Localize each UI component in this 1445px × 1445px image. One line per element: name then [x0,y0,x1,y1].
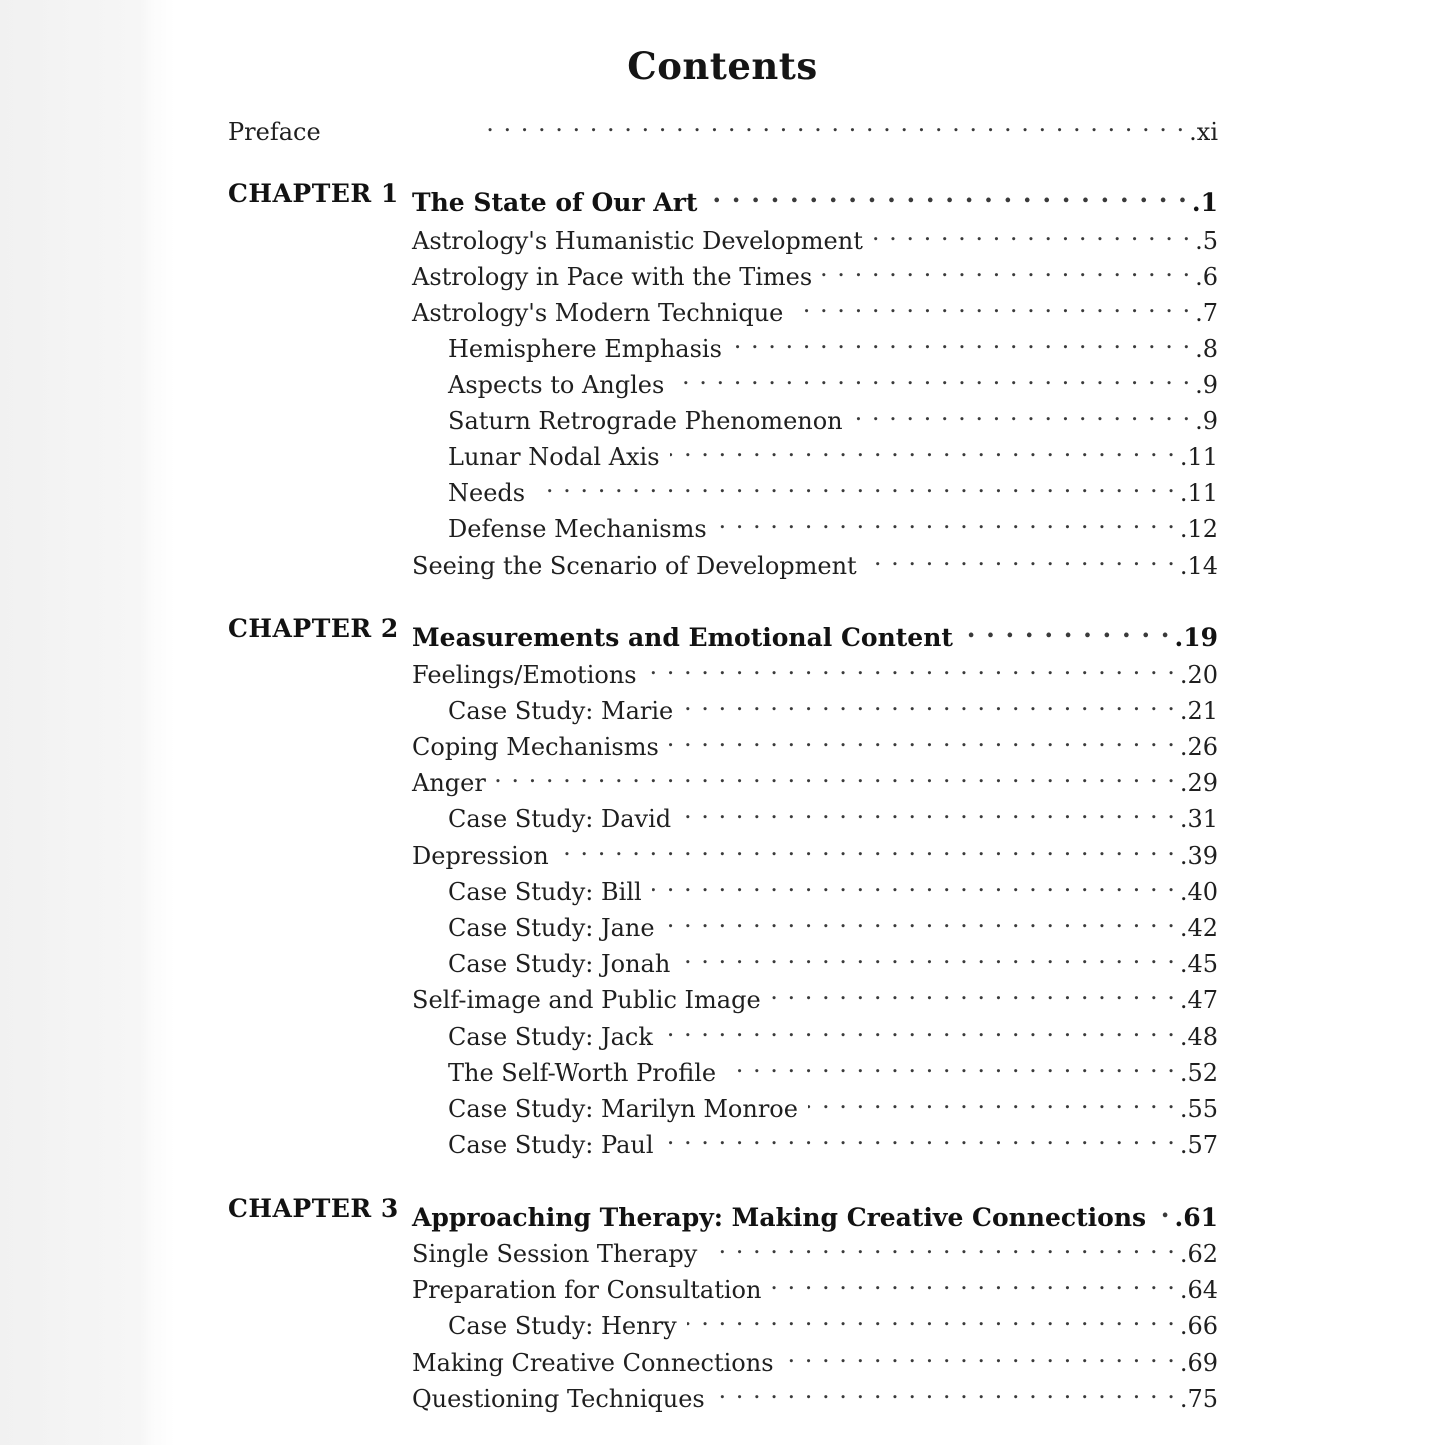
dot-leader [478,106,1185,140]
entry-title: Making Creative Connections [412,1349,774,1377]
toc-entry [412,649,1218,689]
dot-leader [822,251,1191,285]
entry-title: Self-image and Public Image [412,986,761,1014]
entry-page: .6 [1195,263,1218,291]
entry-page: .12 [1179,515,1218,543]
toc-subentry [448,685,1218,725]
entry-title: Preparation for Consultation [412,1276,762,1304]
toc-subentry [448,395,1218,435]
entry-title: Coping Mechanisms [412,733,659,761]
entry-page: .55 [1179,1095,1218,1123]
preface-label: Preface [228,118,321,146]
dot-leader [707,177,1187,211]
entry-title: Defense Mechanisms [448,515,707,543]
dot-leader [680,938,1176,972]
dot-leader [732,323,1191,357]
toc-subentry [448,793,1218,833]
entry-page: .75 [1179,1385,1218,1413]
entry-page: .39 [1179,842,1218,870]
entry-page: .14 [1179,552,1218,580]
dot-leader [496,757,1176,791]
toc-entry [412,1337,1218,1377]
dot-leader [1156,1192,1170,1226]
toc-subentry [448,866,1218,906]
entry-title: Seeing the Scenario of Development [412,552,857,580]
entry-title: Depression [412,842,549,870]
entry-page: .40 [1179,878,1218,906]
entry-title: Saturn Retrograde Phenomenon [448,407,843,435]
entry-title: Lunar Nodal Axis [448,443,660,471]
entry-title: Astrology in Pace with the Times [412,263,813,291]
dot-leader [670,431,1176,465]
toc-subentry [448,1119,1218,1159]
entry-title: Hemisphere Emphasis [448,335,722,363]
page-title: Contents [627,44,818,88]
entry-title: Case Study: David [448,805,672,833]
entry-page: .64 [1179,1276,1218,1304]
dot-leader [873,215,1191,249]
entry-title: Case Study: Jane [448,914,655,942]
dot-leader [717,503,1176,537]
toc-entry [412,251,1218,291]
entry-page: .69 [1179,1349,1218,1377]
chapter-page: .19 [1174,623,1218,652]
chapter-page: .1 [1191,188,1218,217]
dot-leader [663,1011,1176,1045]
entry-page: .57 [1179,1131,1218,1159]
toc-subentry [448,1047,1218,1087]
dot-leader [674,359,1191,393]
entry-title: Case Study: Bill [448,878,642,906]
toc-subentry [448,1083,1218,1123]
entry-page: .5 [1195,227,1218,255]
chapter-title: Approaching Therapy: Making Creative Connections [412,1203,1147,1232]
chapter-1-title-entry [412,177,1218,217]
dot-leader [808,1083,1176,1117]
entry-page: .21 [1179,697,1218,725]
dot-leader [664,1119,1176,1153]
dot-leader [669,721,1176,755]
entry-page: .9 [1195,371,1218,399]
toc-entry [412,540,1218,580]
entry-title: The Self-Worth Profile [448,1059,717,1087]
dot-leader [559,830,1176,864]
chapter-title: The State of Our Art [412,188,698,217]
toc-subentry [448,938,1218,978]
entry-page: .62 [1179,1240,1218,1268]
toc-subentry [448,1011,1218,1051]
toc-subentry [448,503,1218,543]
dot-leader [853,395,1191,429]
dot-leader [665,902,1176,936]
toc-subentry [448,323,1218,363]
entry-page: .52 [1179,1059,1218,1087]
entry-page: .45 [1179,950,1218,978]
entry-page: .7 [1195,299,1218,327]
entry-title: Case Study: Marilyn Monroe [448,1095,798,1123]
entry-title: Single Session Therapy [412,1240,698,1268]
toc-subentry [448,1300,1218,1340]
entry-page: .48 [1179,1023,1218,1051]
dot-leader [793,287,1191,321]
toc-entry [412,287,1218,327]
entry-page: .26 [1179,733,1218,761]
entry-page: .47 [1179,986,1218,1014]
toc-entry [412,974,1218,1014]
dot-leader [681,793,1176,827]
toc-entry [412,721,1218,761]
dot-leader [687,1300,1176,1334]
entry-page: .20 [1179,661,1218,689]
toc-entry [412,215,1218,255]
toc-subentry [448,902,1218,942]
entry-page: .31 [1179,805,1218,833]
entry-page: .11 [1179,443,1218,471]
entry-title: Feelings/Emotions [412,661,637,689]
toc-entry [412,1373,1218,1413]
entry-title: Anger [412,769,486,797]
toc-subentry [448,359,1218,399]
dot-leader [867,540,1176,574]
entry-title: Case Study: Henry [448,1312,677,1340]
dot-leader [726,1047,1176,1081]
entry-title: Needs [448,479,526,507]
entry-page: .29 [1179,769,1218,797]
preface-page: .xi [1189,118,1218,146]
entry-title: Astrology's Humanistic Development [412,227,863,255]
chapter-title: Measurements and Emotional Content [412,623,953,652]
chapter-page: .61 [1174,1203,1218,1232]
entry-page: .11 [1179,479,1218,507]
entry-page: .42 [1179,914,1218,942]
dot-leader [784,1337,1176,1371]
entry-title: Questioning Techniques [412,1385,705,1413]
chapter-1-label: CHAPTER 1 [228,179,399,208]
chapter-2-title-entry [412,612,1218,652]
dot-leader [683,685,1176,719]
entry-page: .66 [1179,1312,1218,1340]
toc-entry [412,757,1218,797]
dot-leader [715,1373,1176,1407]
entry-title: Case Study: Paul [448,1131,654,1159]
dot-leader [647,649,1176,683]
preface-entry [228,106,1218,146]
dot-leader [963,612,1171,646]
chapter-2-label: CHAPTER 2 [228,614,399,643]
toc-entry [412,1228,1218,1268]
dot-leader [652,866,1176,900]
entry-title: Case Study: Jonah [448,950,671,978]
entry-title: Astrology's Modern Technique [412,299,784,327]
entry-title: Case Study: Marie [448,697,674,725]
entry-page: .8 [1195,335,1218,363]
dot-leader [707,1228,1176,1262]
toc-entry [412,1264,1218,1304]
dot-leader [535,467,1176,501]
chapter-3-title-entry [412,1192,1218,1232]
toc-subentry [448,431,1218,471]
toc-entry [412,830,1218,870]
dot-leader [771,974,1176,1008]
entry-title: Aspects to Angles [448,371,665,399]
entry-title: Case Study: Jack [448,1023,653,1051]
entry-page: .9 [1195,407,1218,435]
chapter-3-label: CHAPTER 3 [228,1194,399,1223]
dot-leader [771,1264,1175,1298]
toc-subentry [448,467,1218,507]
